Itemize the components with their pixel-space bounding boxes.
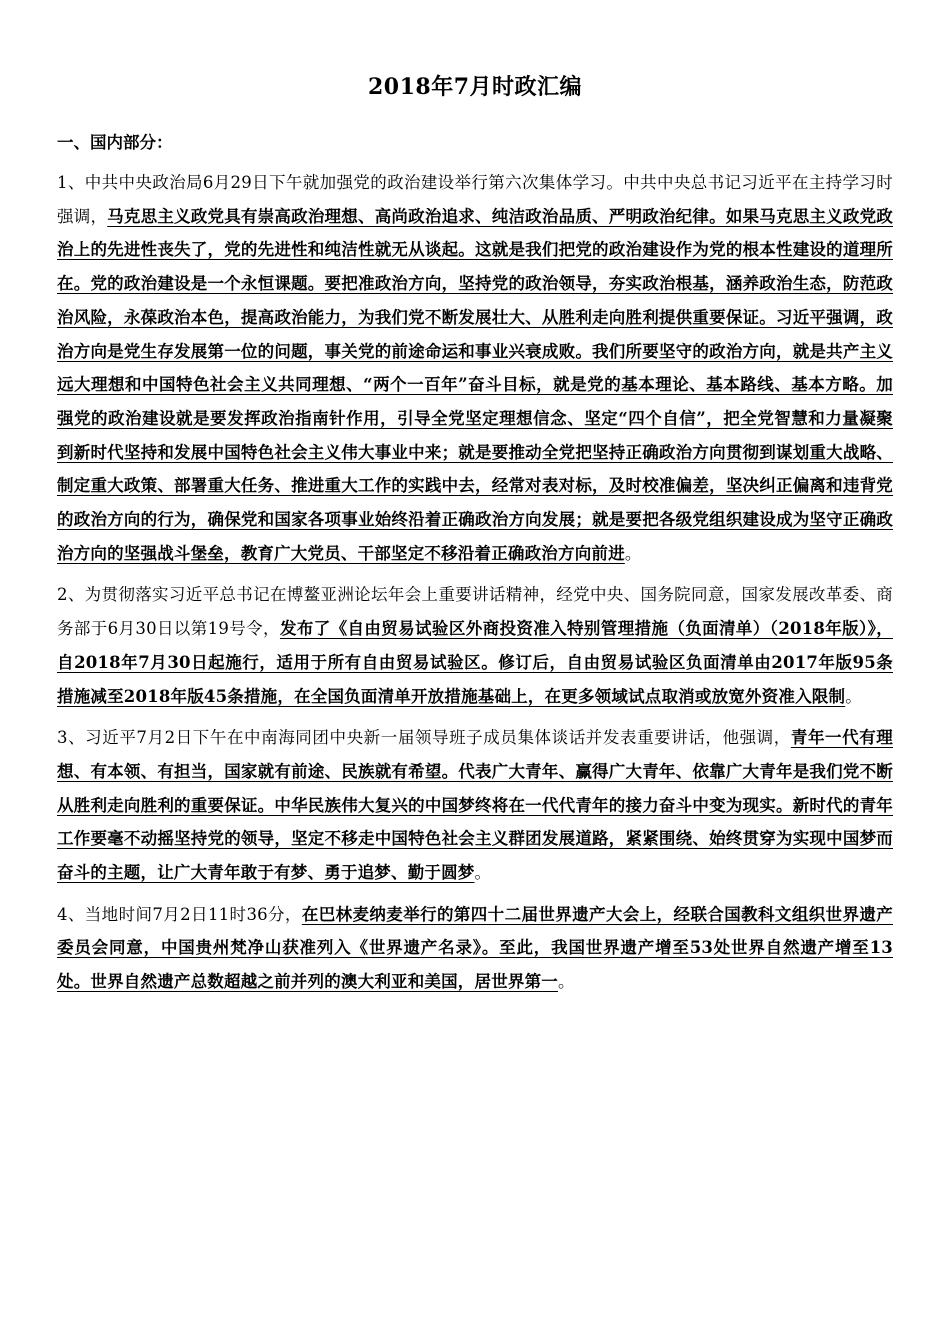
news-item-4-tail: 。	[558, 972, 575, 992]
news-item-3-lead: 3、习近平7月2日下午在中南海同团中央新一届领导班子成员集体谈话并发表重要讲话，他强调，	[57, 728, 791, 748]
news-item-1-highlight: 马克思主义政党具有崇高政治理想、高尚政治追求、纯洁政治品质、严明政治纪律。如果马克思主义政党政治上的先进性丧失了，党的先进性和纯洁性就无从谈起。这就是我们把党的政治建设作为党的根本性建设的道理所在。党的政治建设是一个永恒课题。要把准政治方向，坚持党的政治领导，夯实政治根基，涵养政治生态，防范政治风险，永葆政治本色，提高政治能力，为我们党不断发展壮大、从胜利走向胜利提供重要保证。习近平强调，政治方向是党生存发展第一位的问题，事关党的前途命运和事业兴衰成败。我们所要坚守的政治方向，就是共产主义远大理想和中国特色社会主义共同理想、“两个一百年”奋斗目标，就是党的基本理论、基本路线、基本方略。加强党的政治建设就是要发挥政治指南针作用，引导全党坚定理想信念、坚定“四个自信”，把全党智慧和力量凝聚到新时代坚持和发展中国特色社会主义伟大事业中来；就是要推动全党把坚持正确政治方向贯彻到谋划重大战略、制定重大政策、部署重大任务、推进重大工作的实践中去，经常对表对标，及时校准偏差，坚决纠正偏离和违背党的政治方向的行为，确保党和国家各项事业始终沿着正确政治方向发展；就是要把各级党组织建设成为坚守正确政治方向的坚强战斗堡垒，教育广大党员、干部坚定不移沿着正确政治方向前进	[57, 206, 893, 563]
document-page	[57, 70, 893, 1007]
section-heading-domestic: 一、国内部分：	[57, 133, 173, 152]
news-item-1	[57, 166, 893, 570]
news-item-2-tail: 。	[845, 686, 862, 706]
news-item-4-highlight: 在巴林麦纳麦举行的第四十二届世界遗产大会上，经联合国教科文组织世界遗产委员会同意，中国贵州梵净山获准列入《世界遗产名录》。至此，我国世界遗产增至53处世界自然遗产增至13处。世界自然遗产总数超越之前并列的澳大利亚和美国，居世界第一	[57, 904, 893, 992]
news-item-3-highlight: 青年一代有理想、有本领、有担当，国家就有前途、民族就有希望。代表广大青年、赢得广大青年、依靠广大青年是我们党不断从胜利走向胜利的重要保证。中华民族伟大复兴的中国梦终将在一代代青年的接力奋斗中变为现实。新时代的青年工作要毫不动摇坚持党的领导，坚定不移走中国特色社会主义群团发展道路，紧紧围绕、始终贯穿为实现中国梦而奋斗的主题，让广大青年敢于有梦、勇于追梦、勤于圆梦	[57, 728, 893, 883]
news-item-4-lead: 4、当地时间7月2日11时36分，	[57, 904, 302, 924]
document-title: 2018年7月时政汇编	[367, 74, 583, 100]
news-item-2-lead: 2、为贯彻落实习近平总书记在博鳌亚洲论坛年会上重要讲话精神，经党中央、国务院同意，国家发展改革委、商务部于6月30日以第19号令，	[57, 585, 893, 639]
news-item-4	[57, 898, 893, 999]
news-item-3-tail: 。	[474, 863, 492, 883]
news-item-3	[57, 721, 893, 890]
news-item-2-highlight: 发布了《自由贸易试验区外商投资准入特别管理措施（负面清单）（2018年版）》，自2018年7月30日起施行，适用于所有自由贸易试验区。修订后，自由贸易试验区负面清单由2017年版95条措施减至2018年版45条措施，在全国负面清单开放措施基础上，在更多领域试点取消或放宽外资准入限制	[57, 619, 893, 706]
news-item-1-lead: 1、中共中央政治局6月29日下午就加强党的政治建设举行第六次集体学习。中共中央总书记习近平在主持学习时强调，	[57, 173, 893, 226]
news-item-1-tail: 。	[624, 543, 642, 563]
news-item-2	[57, 578, 893, 713]
